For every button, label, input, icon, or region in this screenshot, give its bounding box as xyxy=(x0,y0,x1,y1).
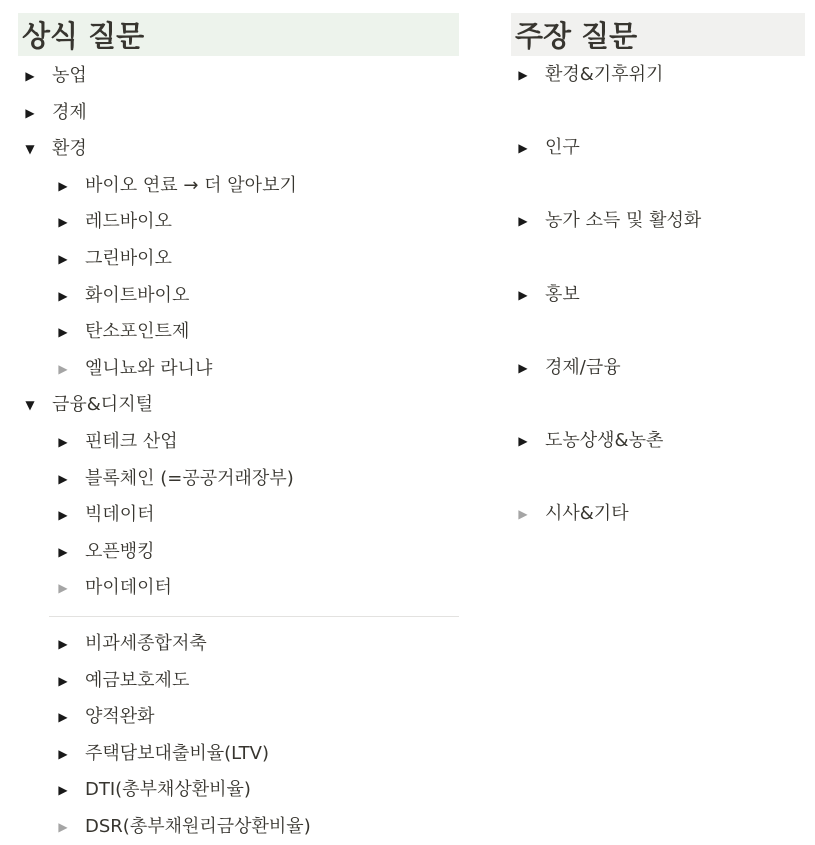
toggle-collapsed-icon[interactable]: ▶ xyxy=(58,361,68,376)
toggle-item[interactable] xyxy=(511,350,805,423)
toggle-expanded-icon[interactable]: ▼ xyxy=(25,398,35,413)
toggle-item[interactable] xyxy=(18,95,459,132)
toggle-item[interactable] xyxy=(18,534,459,571)
toggle-item-label: 주택담보대출비율(LTV) xyxy=(85,742,270,764)
toggle-collapsed-icon[interactable]: ▶ xyxy=(58,746,68,761)
toggle-collapsed-icon[interactable]: ▶ xyxy=(58,819,68,834)
toggle-item[interactable] xyxy=(18,351,459,388)
toggle-item[interactable] xyxy=(18,772,459,809)
divider-wrapper xyxy=(18,607,459,626)
toggle-item-label: 바이오 연료 → 더 알아보기 xyxy=(85,174,297,196)
toggle-item-label: 예금보호제도 xyxy=(85,669,190,691)
toggle-collapsed-icon[interactable]: ▶ xyxy=(518,360,528,375)
toggle-item[interactable] xyxy=(18,626,459,663)
toggle-collapsed-icon[interactable]: ▶ xyxy=(58,178,68,193)
toggle-item-label: 인구 xyxy=(545,137,580,159)
toggle-item-label: 경제 xyxy=(52,101,87,123)
toggle-item[interactable] xyxy=(18,461,459,498)
toggle-expanded-icon[interactable]: ▼ xyxy=(25,142,35,157)
toggle-item[interactable] xyxy=(18,497,459,534)
toggle-collapsed-icon[interactable]: ▶ xyxy=(58,544,68,559)
toggle-collapsed-icon[interactable]: ▶ xyxy=(58,434,68,449)
toggle-collapsed-icon[interactable]: ▶ xyxy=(518,287,528,302)
toggle-item-label: DSR(총부채원리금상환비율) xyxy=(85,815,311,837)
toggle-collapsed-icon[interactable]: ▶ xyxy=(58,673,68,688)
common-questions-column xyxy=(18,13,459,845)
toggle-item-label: 경제/금융 xyxy=(545,356,621,378)
toggle-collapsed-icon[interactable]: ▶ xyxy=(58,636,68,651)
toggle-item-label: 레드바이오 xyxy=(85,211,172,233)
toggle-item-label: 비과세종합저축 xyxy=(85,632,207,654)
toggle-item[interactable] xyxy=(511,203,805,276)
toggle-collapsed-icon[interactable]: ▶ xyxy=(58,581,68,596)
toggle-collapsed-icon[interactable]: ▶ xyxy=(58,508,68,523)
toggle-item[interactable] xyxy=(18,387,459,424)
toggle-item-label: 오픈뱅킹 xyxy=(85,540,155,562)
toggle-item-label: 환경 xyxy=(52,138,87,160)
toggle-item[interactable] xyxy=(18,241,459,278)
argument-questions-column xyxy=(511,13,805,569)
toggle-item[interactable] xyxy=(18,131,459,168)
common-questions-toggle-list xyxy=(18,58,459,607)
toggle-item[interactable] xyxy=(18,204,459,241)
toggle-collapsed-icon[interactable]: ▶ xyxy=(518,507,528,522)
toggle-item[interactable] xyxy=(18,278,459,315)
toggle-collapsed-icon[interactable]: ▶ xyxy=(58,325,68,340)
toggle-item[interactable] xyxy=(511,496,805,569)
toggle-item[interactable] xyxy=(511,130,805,203)
divider xyxy=(49,616,459,617)
toggle-collapsed-icon[interactable]: ▶ xyxy=(58,783,68,798)
toggle-item[interactable] xyxy=(18,314,459,351)
toggle-item[interactable] xyxy=(18,699,459,736)
toggle-item-label: 마이데이터 xyxy=(85,577,172,599)
toggle-item-label: 블록체인 (=공공거래장부) xyxy=(85,467,294,489)
toggle-item[interactable] xyxy=(511,423,805,496)
toggle-item[interactable] xyxy=(18,663,459,700)
toggle-collapsed-icon[interactable]: ▶ xyxy=(25,69,35,83)
toggle-item-label: 도농상생&농촌 xyxy=(545,429,664,451)
toggle-item[interactable] xyxy=(511,277,805,350)
toggle-item-label: 시사&기타 xyxy=(545,503,629,525)
toggle-collapsed-icon[interactable]: ▶ xyxy=(518,433,528,448)
argument-questions-toggle-list xyxy=(511,56,805,569)
toggle-item-label: 농가 소득 및 활성화 xyxy=(545,210,702,232)
toggle-item-label: 홍보 xyxy=(545,283,580,305)
finance-toggle-list xyxy=(18,626,459,845)
toggle-collapsed-icon[interactable]: ▶ xyxy=(518,214,528,229)
toggle-collapsed-icon[interactable]: ▶ xyxy=(58,710,68,725)
toggle-item-label: 엘니뇨와 라니냐 xyxy=(85,357,213,379)
toggle-collapsed-icon[interactable]: ▶ xyxy=(25,105,35,120)
toggle-collapsed-icon[interactable]: ▶ xyxy=(518,141,528,156)
toggle-item-label: 핀테크 산업 xyxy=(85,430,178,452)
toggle-item-label: DTI(총부채상환비율) xyxy=(85,779,251,801)
toggle-item-label: 화이트바이오 xyxy=(85,284,190,306)
toggle-item[interactable] xyxy=(18,168,459,205)
toggle-item[interactable] xyxy=(18,736,459,773)
toggle-item-label: 양적완화 xyxy=(85,706,155,728)
argument-questions-heading: 주장 질문 xyxy=(511,13,805,56)
toggle-item-label: 농업 xyxy=(52,65,87,86)
toggle-collapsed-icon[interactable]: ▶ xyxy=(58,288,68,303)
toggle-item-label: 금융&디지털 xyxy=(52,394,153,416)
toggle-collapsed-icon[interactable]: ▶ xyxy=(518,68,528,82)
toggle-item[interactable] xyxy=(511,57,805,130)
toggle-item-label: 빅데이터 xyxy=(85,504,155,526)
toggle-item-label: 환경&기후위기 xyxy=(545,64,664,85)
toggle-item[interactable] xyxy=(18,58,459,95)
toggle-collapsed-icon[interactable]: ▶ xyxy=(58,215,68,230)
common-questions-heading: 상식 질문 xyxy=(18,13,459,56)
toggle-item-label: 탄소포인트제 xyxy=(85,321,190,343)
toggle-item[interactable] xyxy=(18,570,459,607)
toggle-collapsed-icon[interactable]: ▶ xyxy=(58,251,68,266)
toggle-collapsed-icon[interactable]: ▶ xyxy=(58,471,68,486)
toggle-item-label: 그린바이오 xyxy=(85,247,172,269)
toggle-item[interactable] xyxy=(18,424,459,461)
